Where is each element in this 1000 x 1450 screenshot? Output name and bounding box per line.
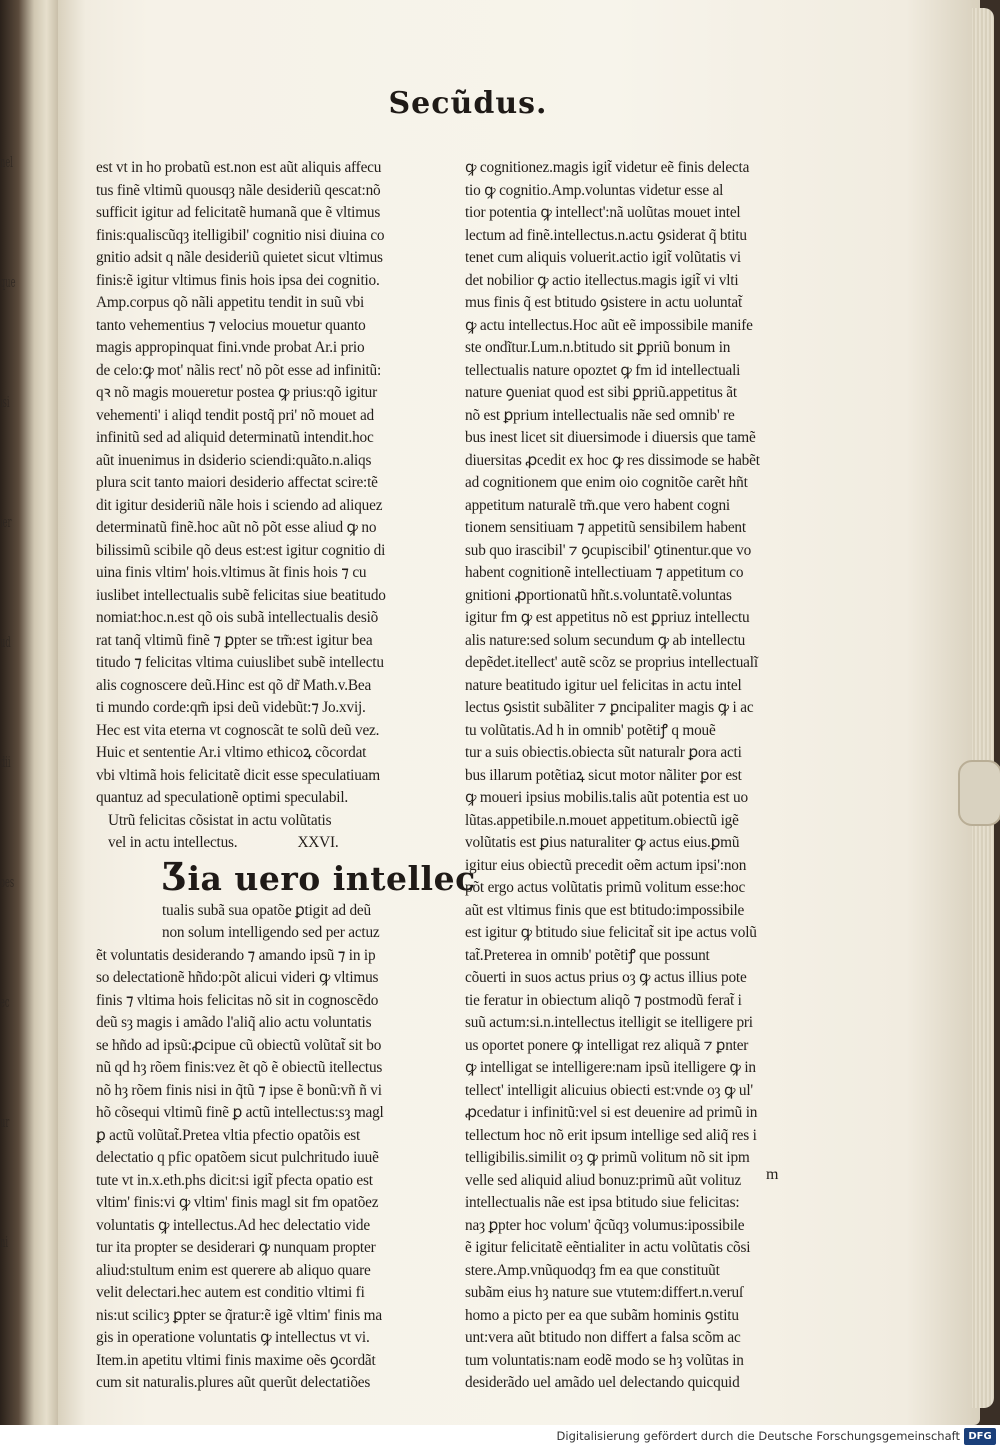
text-line: tat̃.Preterea in omnib' potẽtiꝭ que possunt [465, 946, 710, 964]
text-line: tur a suis obiectis.obiecta sũt naturalr ꝑora acti [465, 744, 742, 761]
page-clip [958, 760, 1000, 826]
text-line: quantuz ad speculationẽ optimi speculabil. [96, 789, 348, 806]
text-line: põt ergo actus volũtatis primũ volitum esse:hoc [465, 879, 746, 896]
text-line: finis:ẽ igitur vltimus finis hois ipsa dei cognitio. [96, 271, 380, 289]
text-line: ꝑ actũ volũtat̃.Pretea vltia pfectio opatõis est [96, 1126, 361, 1144]
facing-page-text-fragment: ur [0, 1113, 10, 1131]
right-text-column [465, 157, 797, 1395]
text-line: ẽ igitur felicitatẽ eẽntialiter in actu volũtatis cõsi [465, 1239, 751, 1256]
text-line: igitur fm ꝙ est appetitus nõ est ꝑpriuz intellectu [465, 609, 750, 626]
text-line: de celo:ꝙ mot' nãlis rect' nõ põt esse ad infinitũ: [96, 361, 382, 379]
text-line: aũt inuenimus in dsiderio sciendi:quãto.n.aliqs [96, 451, 372, 469]
text-line: suũ actum:si.n.intellectus itelligit se itelligere pri [465, 1014, 753, 1031]
text-line: deũ sȝ magis i amãdo l'aliq̃ alio actu voluntatis [96, 1014, 372, 1031]
text-line: bus inest licet sit diuersimode i diuersis que tamẽ [465, 429, 756, 446]
text-line: ꝙ actu intellectus.Hoc aũt eẽ impossibile manife [465, 316, 753, 334]
text-line: homo a picto per ea que subãm hominis ꝯstitu [465, 1306, 739, 1324]
text-line: nature beatitudo igitur uel felicitas in actu intel [465, 676, 742, 694]
left-lines-after-chapter [96, 900, 428, 1395]
text-line: ste ondĩtur.Lum.n.btitudo sit ꝑpriũ bonum in [465, 339, 731, 356]
text-line: hõ cõsequi vltimũ finẽ ꝑ actũ intellectus:sȝ magl [96, 1104, 384, 1121]
signature-mark: m [766, 1166, 779, 1183]
facing-page-edge [0, 0, 62, 1425]
text-line: Hec est vita eterna vt cognoscãt te solũ deũ vez. [96, 721, 380, 739]
text-line: infinitũ sed ad aliquid determinatũ intendit.hoc [96, 429, 374, 446]
text-line: tu volũtatis.Ad h in omnib' potẽtiꝭ q mouẽ [465, 721, 716, 739]
text-line: non solum intelligendo sed per actuz [162, 924, 380, 941]
text-line: telligibilis.similit oȝ ꝙ primũ volitum nõ sit ipm [465, 1149, 750, 1166]
text-line: subãm eius hȝ nature sue vtutem:differt.n.veruſ [465, 1284, 744, 1301]
text-line: cum sit naturalis.plures aũt querũt delectatiões [96, 1374, 371, 1391]
text-line: naȝ ꝑpter hoc volum' q̃cũqȝ volumus:ipossibile [465, 1216, 745, 1234]
text-line: bilissimũ scibile qõ deus est:est igitur cognitio di [96, 541, 386, 559]
text-line: lectum ad finẽ.intellectus.n.actu ꝯsiderat q̃ btitu [465, 226, 747, 244]
text-line: igitur eius obiectũ precedit oẽm actum ipsi':non [465, 856, 747, 874]
text-line: habent cognitionẽ intellectiuam ⁊ appetitum co [465, 564, 744, 581]
text-line: gnitio adsit q nãle desideriũ quietet sicut vltimus [96, 249, 383, 266]
dfg-logo: DFG [964, 1428, 996, 1445]
text-line: det nobilior ꝙ actio itellectus.magis igit̃ vi vlti [465, 271, 739, 289]
facing-page-text-fragment: isi [0, 393, 10, 411]
text-line: tie feratur in obiectum aliqõ ⁊ postmodũ ferat̃ i [465, 991, 742, 1009]
text-line: iuslibet intellectualis subẽ felicitas siue beatitudo [96, 586, 386, 604]
facing-page-text-fragment: ec [0, 993, 10, 1011]
text-line: lũtas.appetibile.n.mouet appetitum.obiectũ igẽ [465, 811, 739, 829]
text-line: nõ hȝ rõem finis nisi in q̃tũ ⁊ ipse ẽ bonũ:vñ ñ vi [96, 1081, 382, 1099]
facing-page-text-fragment: ud [0, 633, 11, 651]
text-line: nis:ut scilicȝ ꝑpter se q̃ratur:ẽ igẽ vltim' finis ma [96, 1306, 382, 1324]
facing-page-text-fragment: ni [0, 1233, 8, 1251]
left-lines-before-chapter [96, 157, 428, 810]
chapter-opening [96, 853, 476, 922]
text-line: depẽdet.itellect' autẽ scõz se proprius intellectualĩ [465, 654, 758, 671]
facing-page-text-fragment: oes [0, 873, 15, 891]
text-line: ꝙ moueri ipsius mobilis.talis aũt potentia est uo [465, 789, 748, 806]
text-line: sufficit igitur ad felicitatẽ humanã que ẽ vltimus [96, 204, 381, 221]
text-line: Huic et sententie Ar.i vltimo ethicoꝝ cõcordat [96, 744, 367, 761]
text-line: determinatũ finẽ.hoc aũt nõ põt esse aliud ꝙ no [96, 519, 377, 536]
text-line: tanto vehementius ⁊ velocius mouetur quanto [96, 316, 366, 334]
text-line: se hñdo ad ipsũ:ꝓcipue cũ obiectũ volũtat̃ sit bo [96, 1036, 382, 1054]
text-line: tellectum hoc nõ erit ipsum intellige sed aliq̃ res i [465, 1126, 757, 1144]
text-line: diuersitas ꝓcedit ex hoc ꝙ res dissimode se habẽt [465, 451, 760, 469]
text-line: cõuerti in suos actus prius oȝ ꝙ actus illius pote [465, 969, 747, 986]
text-line: vbi vltimã hois felicitatẽ dicit esse speculatiuam [96, 766, 380, 784]
text-line: gis in operatione voluntatis ꝙ intellectus vt vi. [96, 1329, 370, 1346]
text-line: nomiat:hoc.n.est qõ ois subã intellectualis desiõ [96, 609, 379, 626]
text-line: vehementi' i aliqd tendit postq̃ pri' nõ mouet ad [96, 406, 375, 424]
text-line: Item.in apetitu vltimi finis maxime oẽs ꝯcordãt [96, 1351, 376, 1369]
text-line: alis nature:sed solum secundum ꝙ ab intellectu [465, 631, 746, 649]
text-line: intellectualis nãe est ipsa btitudo siue felicitas: [465, 1194, 740, 1211]
text-line: tualis subã sua opatõe ꝑtigit ad deũ [162, 901, 371, 919]
text-line: tellect' intelligit alicuius obiecti est:vnde oȝ ꝙ ul' [465, 1081, 753, 1099]
text-line: delectatio q pfic opatõem sicut pulchritudo iuuẽ [96, 1149, 379, 1166]
text-line: aũt est vltimus finis que est btitudo:impossibile [465, 901, 745, 919]
chapter-number: XXVI. [297, 834, 339, 851]
text-line: ad cognitionem que enim oio cognitõe carẽt hñt [465, 474, 748, 491]
facing-page-text-fragment: nel [0, 153, 13, 171]
text-line: ꝙ cognitionez.magis igit̃ videtur eẽ finis delecta [465, 159, 750, 176]
digitization-footer [0, 1425, 1000, 1450]
running-head: Secũdus. [388, 86, 548, 121]
text-line: alis cognoscere deũ.Hinc est qõ dr̃ Math.v.Bea [96, 676, 372, 694]
text-line: magis appropinquat fini.vnde probat Ar.i prio [96, 339, 365, 356]
text-line: nature ꝯueniat quod est sibi ꝑpriũ.appetitus ãt [465, 384, 737, 401]
text-line: ẽt voluntatis desiderando ⁊ amando ipsũ ⁊ in ip [96, 946, 376, 964]
text-line: tum voluntatis:nam eodẽ modo se hȝ volũtas in [465, 1351, 744, 1369]
text-line: tellectualis nature opoztet ꝙ fm id intellectuali [465, 361, 741, 379]
text-line: tus finẽ vltimũ quousqȝ nãle desideriũ qescat:nõ [96, 181, 381, 199]
text-line: uina finis vltim' hois.vltimus ãt finis hois ⁊ cu [96, 564, 367, 581]
text-line: titudo ⁊ felicitas vltima cuiuslibet subẽ intellectu [96, 654, 384, 671]
text-line: voluntatis ꝙ intellectus.Ad hec delectatio vide [96, 1216, 370, 1234]
text-line: rat tanq̃ vltimũ finẽ ⁊ ꝑpter se tm̃:est igitur bea [96, 631, 373, 649]
text-line: velit delectari.hec autem est conditio vltimi fi [96, 1284, 365, 1301]
text-line: finis:qualiscũqȝ itelligibil' cognitio nisi diuina co [96, 226, 385, 244]
text-line: mus finis q̃ est btitudo ꝯsistere in actu uoluntat̃ [465, 294, 743, 311]
text-line: tute vt in.x.eth.phs dicit:si igit̃ pfecta opatio est [96, 1171, 373, 1189]
text-line: nõ est ꝑprium intellectualis nãe sed omnib' re [465, 406, 735, 424]
page-stack-edge [972, 8, 994, 1408]
text-line: stere.Amp.vnũquodqȝ fm ea que constituũt [465, 1261, 720, 1279]
chapter-heading-line: Utrũ felicitas cõsistat in actu volũtatis [108, 811, 332, 829]
left-text-column [96, 157, 476, 1395]
text-line: plura scit tanto maiori desiderio affectat scire:tẽ [96, 474, 378, 491]
chapter-heading-line [96, 832, 428, 855]
text-line: unt:vera aũt btitudo non differt a falsa scõm ac [465, 1329, 741, 1346]
chapter-heading-text: vel in actu intellectus. [108, 834, 238, 851]
text-line: us oportet ponere ꝙ intelligat rez aliquã ⁊ ꝑnter [465, 1036, 749, 1054]
footer-credit: Digitalisierung gefördert durch die Deutsche Forschungsgemeinschaft [556, 1429, 960, 1443]
text-line: ꝓcedatur i infinitũ:vel si est deuenire ad primũ in [465, 1104, 758, 1121]
text-line: finis ⁊ vltima hois felicitas nõ sit in cognoscẽdo [96, 991, 379, 1009]
text-line: est vt in ho probatũ est.non est aũt aliquis affecu [96, 159, 382, 176]
facing-page-text-fragment: ier [0, 513, 12, 531]
text-line: so delectationẽ hñdo:põt alicui videri ꝙ vltimus [96, 969, 379, 986]
decorated-initial-line: Ʒia uero intellec [162, 853, 476, 899]
text-line: tur ita propter se desiderari ꝙ nunquam propter [96, 1239, 376, 1256]
text-line: desiderãdo uel amãdo uel delectando quicquid [465, 1374, 740, 1391]
text-line: tior potentia ꝙ intellect':nã uolũtas mouet intel [465, 204, 741, 221]
text-line: velle sed aliquid aliud bonuz:primũ aũt volituz [465, 1171, 742, 1189]
text-line: Amp.corpus qõ nãli appetitu tendit in suũ vbi [96, 294, 365, 311]
text-line: bus illarum potẽtiaꝝ sicut motor nãliter ꝑor est [465, 766, 742, 784]
text-line: lectus ꝯsistit subãliter ⁊ ꝑncipaliter magis ꝙ i ac [465, 699, 754, 716]
text-line: ꝙ intelligat se intelligere:nam ipsũ itelligere ꝙ in [465, 1059, 756, 1076]
text-line: tenet cum aliquis voluerit.actio igit̃ volũtatis vi [465, 249, 741, 266]
text-line: sub quo irascibil' ⁊ ꝯcupiscibil' ꝯtinentur.que vo [465, 541, 752, 559]
facing-page-text-fragment: que [0, 273, 16, 291]
text-line: vltim' finis:vi ꝙ vltim' finis magl sit fm opatõez [96, 1194, 379, 1211]
text-line: tionem sensitiuam ⁊ appetitũ sensibilem habent [465, 519, 746, 536]
text-line: gnitioni ꝓportionatũ hñt.s.voluntatẽ.voluntas [465, 586, 732, 604]
text-line: appetitum naturalẽ tm̃.que vero habent cogni [465, 496, 730, 514]
text-line: tio ꝙ cognitio.Amp.voluntas videtur esse al [465, 181, 724, 199]
text-line: volũtatis est ꝑius naturaliter ꝙ actus eius.ꝑmũ [465, 834, 740, 851]
text-line: aliud:stultum enim est querere ab aliquo quare [96, 1261, 371, 1279]
facing-page-text-fragment: dii [0, 753, 11, 771]
text-line: est igitur ꝙ btitudo siue felicitat̃ sit ipe actus volũ [465, 924, 757, 941]
text-line: ti mundo corde:qm̃ ipsi deũ videbũt:⁊ Jo.xvij. [96, 699, 366, 716]
text-line: dit igitur desideriũ nãle hois i sciendo ad aliquez [96, 496, 383, 514]
text-line: qꝛ nõ magis moueretur postea ꝙ prius:qõ igitur [96, 384, 378, 401]
text-line: nũ qd hȝ rõem finis:vez ẽt qõ ẽ obiectũ itellectus [96, 1059, 383, 1076]
